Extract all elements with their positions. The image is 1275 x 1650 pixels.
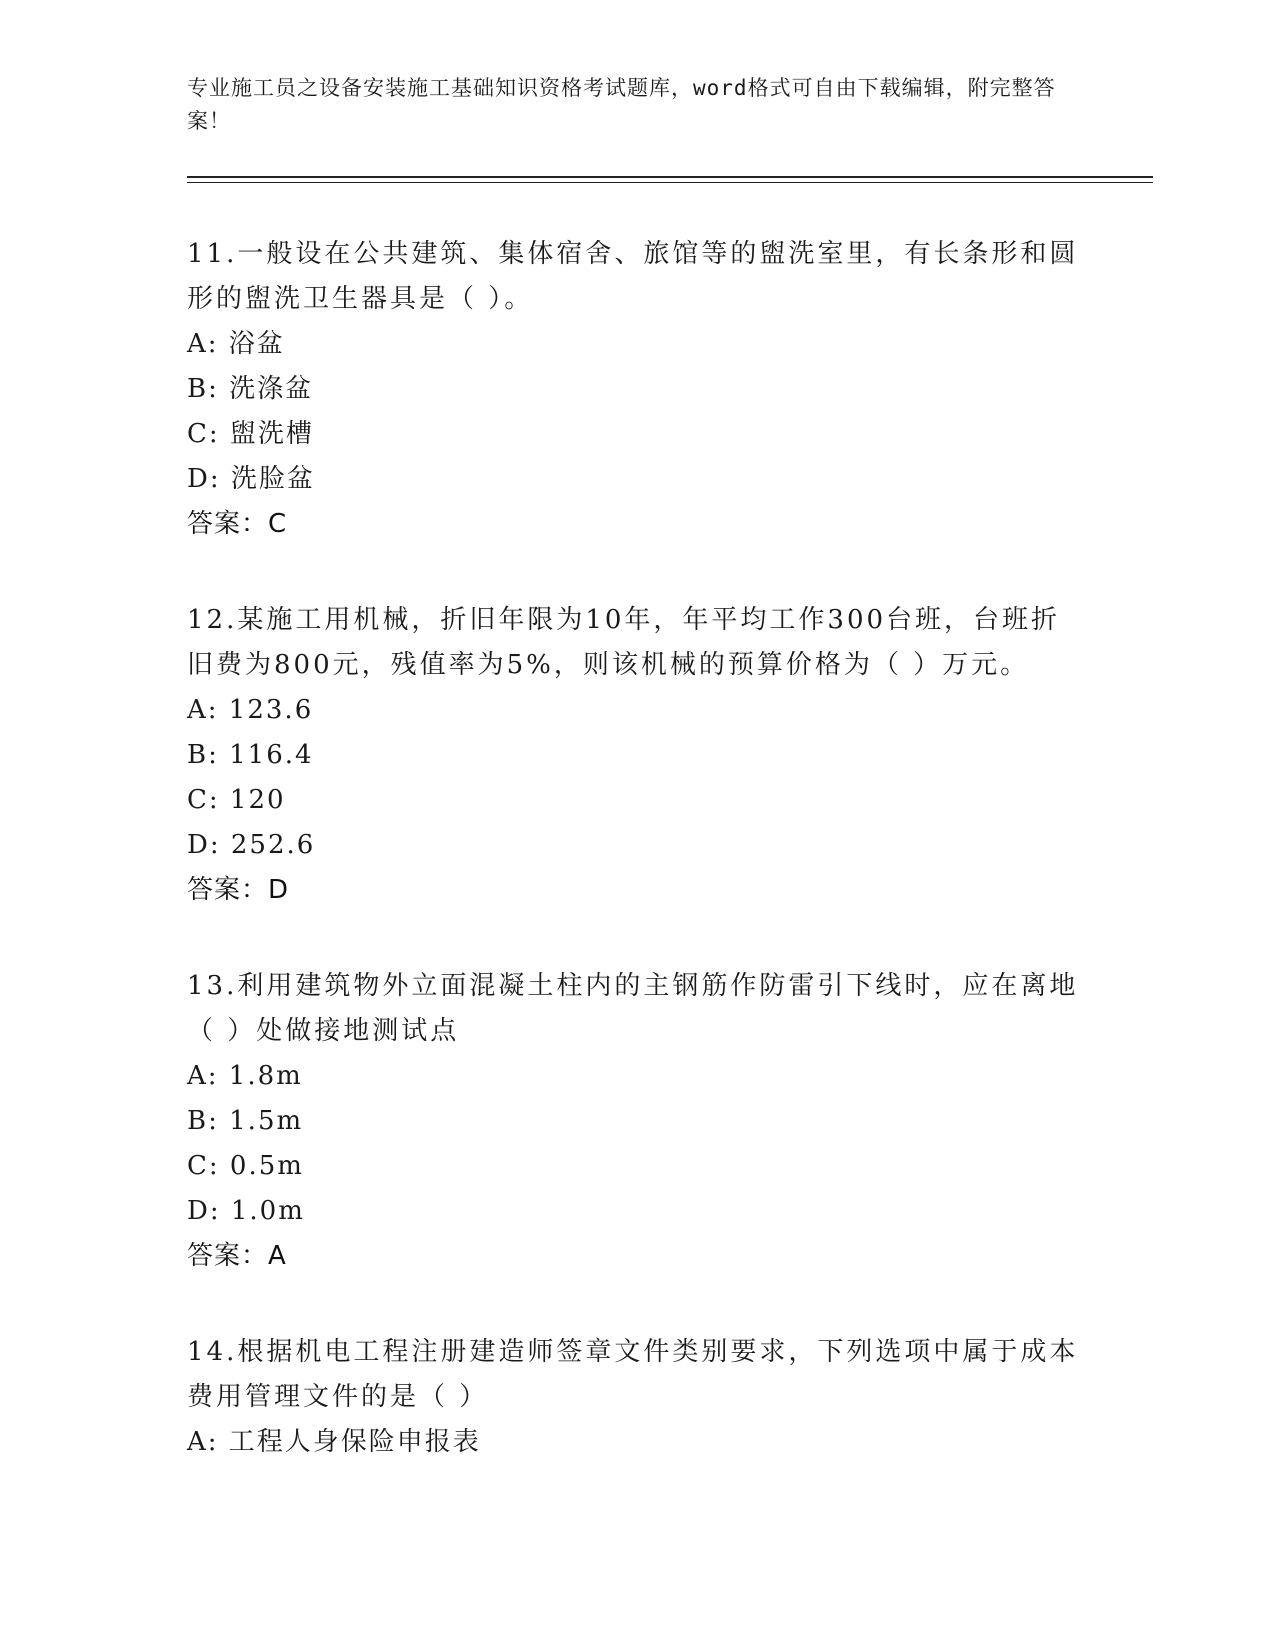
option-d: D: 252.6 <box>187 830 316 860</box>
header-divider <box>187 176 1153 178</box>
option-a: A: 工程人身保险申报表 <box>187 1427 481 1457</box>
option-c: C: 0.5m <box>187 1151 304 1181</box>
question-12 <box>187 598 1087 913</box>
question-14 <box>187 1330 1087 1465</box>
question-stem: 12.某施工用机械，折旧年限为10年，年平均工作300台班，台班折旧费为800元，残值率为5%，则该机械的预算价格为（ ）万元。 <box>187 605 1061 680</box>
option-c: C: 120 <box>187 785 286 815</box>
answer-line: 答案：D <box>187 875 290 905</box>
answer-line: 答案：A <box>187 1241 287 1271</box>
option-a: A: 1.8m <box>187 1061 303 1091</box>
document-header <box>187 72 1067 138</box>
option-d: D: 1.0m <box>187 1196 305 1226</box>
answer-line: 答案：C <box>187 509 288 539</box>
option-a: A: 123.6 <box>187 695 314 725</box>
header-divider-thin <box>187 182 1153 183</box>
question-list <box>187 232 1087 1516</box>
question-13 <box>187 964 1087 1279</box>
question-stem: 11.一般设在公共建筑、集体宿舍、旅馆等的盥洗室里，有长条形和圆形的盥洗卫生器具是（ ）。 <box>187 239 1079 314</box>
option-c: C: 盥洗槽 <box>187 419 314 449</box>
header-text: 专业施工员之设备安装施工基础知识资格考试题库，word格式可自由下载编辑，附完整答案！ <box>187 76 1056 133</box>
question-stem: 14.根据机电工程注册建造师签章文件类别要求，下列选项中属于成本费用管理文件的是（ ） <box>187 1337 1079 1412</box>
option-b: B: 洗涤盆 <box>187 374 314 404</box>
option-a: A: 浴盆 <box>187 329 285 359</box>
option-d: D: 洗脸盆 <box>187 464 315 494</box>
question-11 <box>187 232 1087 547</box>
question-stem: 13.利用建筑物外立面混凝土柱内的主钢筋作防雷引下线时，应在离地（ ）处做接地测试点 <box>187 971 1079 1046</box>
option-b: B: 116.4 <box>187 740 314 770</box>
option-b: B: 1.5m <box>187 1106 304 1136</box>
